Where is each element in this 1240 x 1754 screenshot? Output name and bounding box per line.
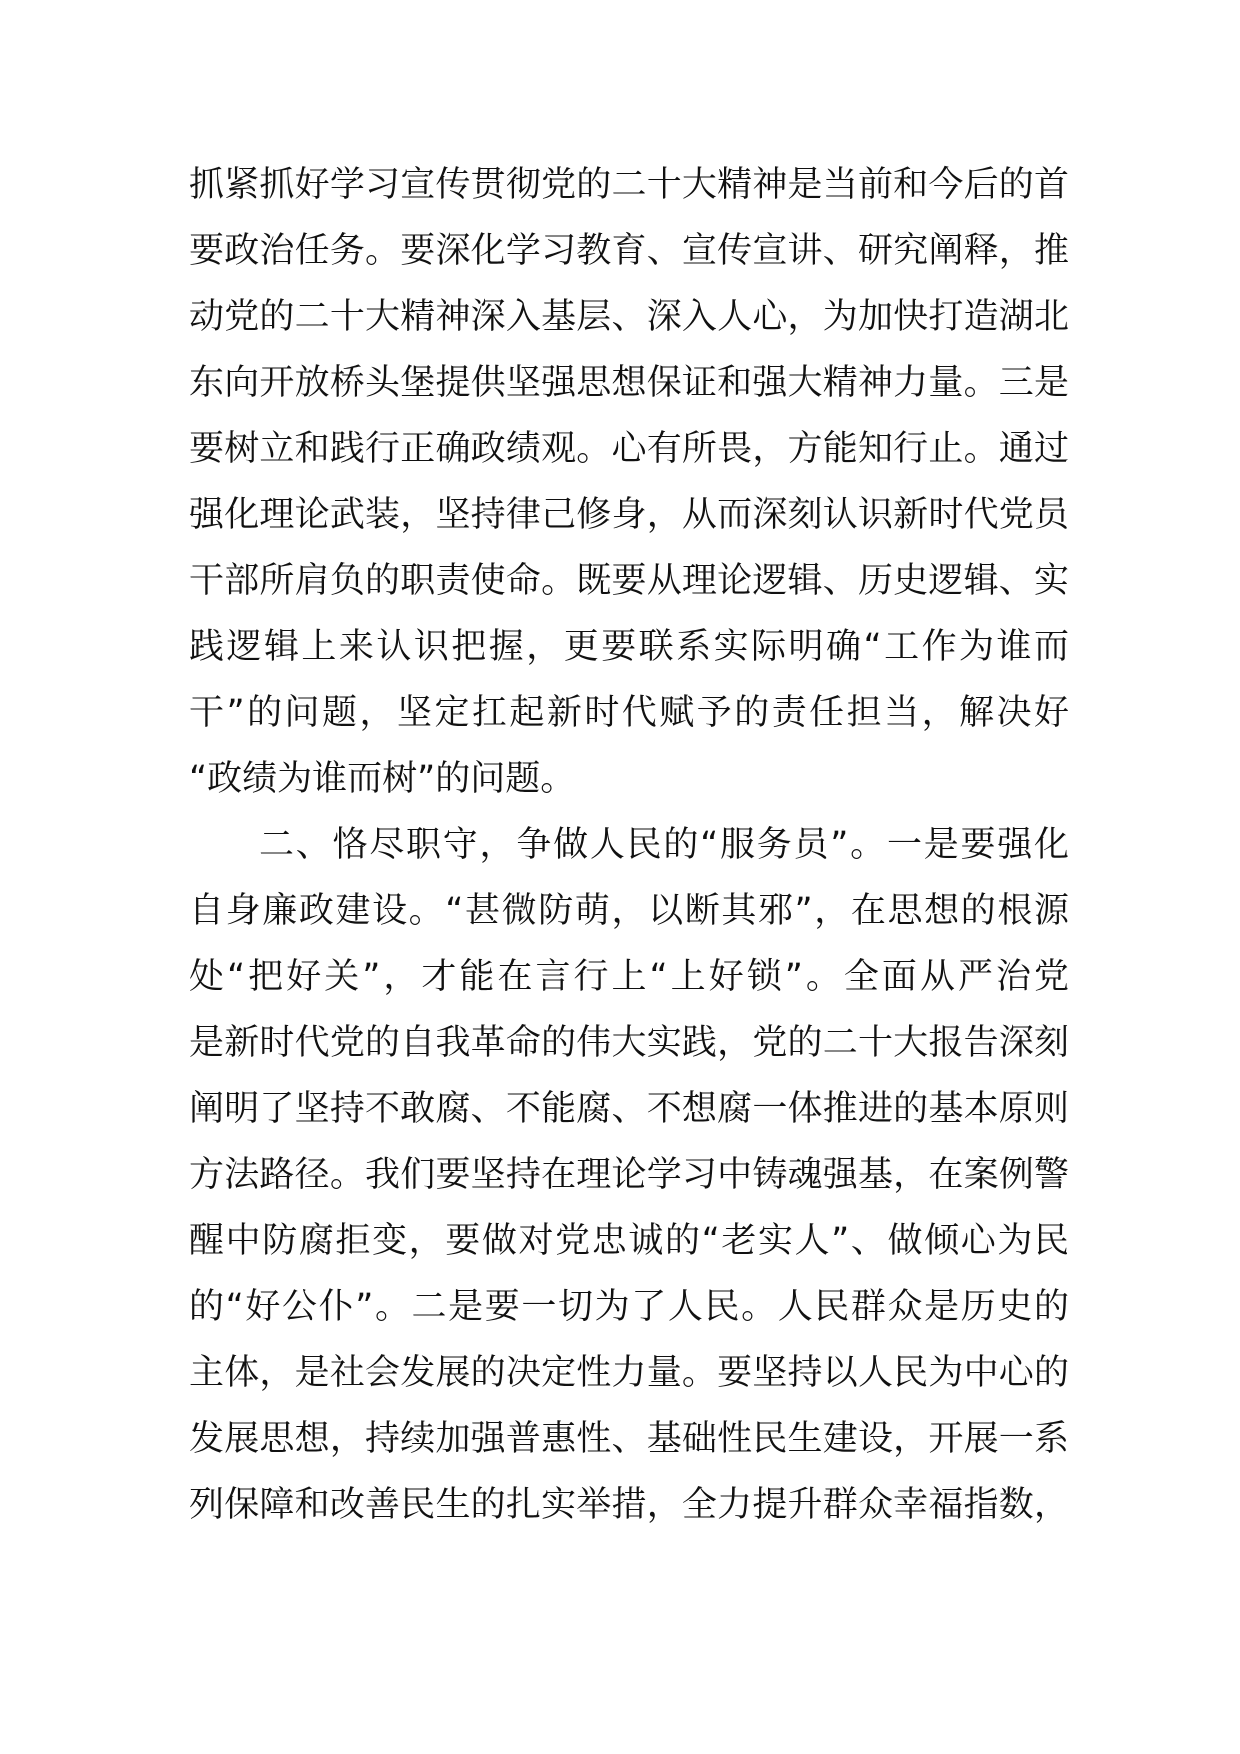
text-line: 践逻辑上来认识把握，更要联系实际明确“工作为谁而: [189, 627, 1069, 667]
text-line: 抓紧抓好学习宣传贯彻党的二十大精神是当前和今后的首: [189, 165, 1069, 205]
text-line: 要政治任务。要深化学习教育、宣传宣讲、研究阐释，推: [189, 231, 1069, 271]
text-line: 东向开放桥头堡提供坚强思想保证和强大精神力量。三是: [189, 363, 1069, 403]
text-line: 方法路径。我们要坚持在理论学习中铸魂强基，在案例警: [189, 1155, 1069, 1195]
text-line: 要树立和践行正确政绩观。心有所畏，方能知行止。通过: [189, 429, 1069, 469]
text-line: 自身廉政建设。“甚微防萌，以断其邪”，在思想的根源: [189, 891, 1069, 931]
text-line: 醒中防腐拒变，要做对党忠诚的“老实人”、做倾心为民: [189, 1221, 1069, 1261]
text-line: 的“好公仆”。二是要一切为了人民。人民群众是历史的: [189, 1287, 1069, 1327]
section-heading-line: 二、恪尽职守，争做人民的“服务员”。一是要强化: [259, 825, 1069, 865]
text-line: 列保障和改善民生的扎实举措，全力提升群众幸福指数，: [189, 1485, 1069, 1525]
text-line: 动党的二十大精神深入基层、深入人心，为加快打造湖北: [189, 297, 1069, 337]
text-line: 干”的问题，坚定扛起新时代赋予的责任担当，解决好: [189, 693, 1069, 733]
text-line: 干部所肩负的职责使命。既要从理论逻辑、历史逻辑、实: [189, 561, 1069, 601]
body-text: [189, 152, 1069, 1538]
text-line: 主体，是社会发展的决定性力量。要坚持以人民为中心的: [189, 1353, 1069, 1393]
text-line: 是新时代党的自我革命的伟大实践，党的二十大报告深刻: [189, 1023, 1069, 1063]
text-line: 阐明了坚持不敢腐、不能腐、不想腐一体推进的基本原则: [189, 1089, 1069, 1129]
text-line: 强化理论武装，坚持律己修身，从而深刻认识新时代党员: [189, 495, 1069, 535]
paragraph-end-line: “政绩为谁而树”的问题。: [189, 759, 576, 799]
text-line: 处“把好关”，才能在言行上“上好锁”。全面从严治党: [189, 957, 1069, 997]
text-line: 发展思想，持续加强普惠性、基础性民生建设，开展一系: [189, 1419, 1069, 1459]
